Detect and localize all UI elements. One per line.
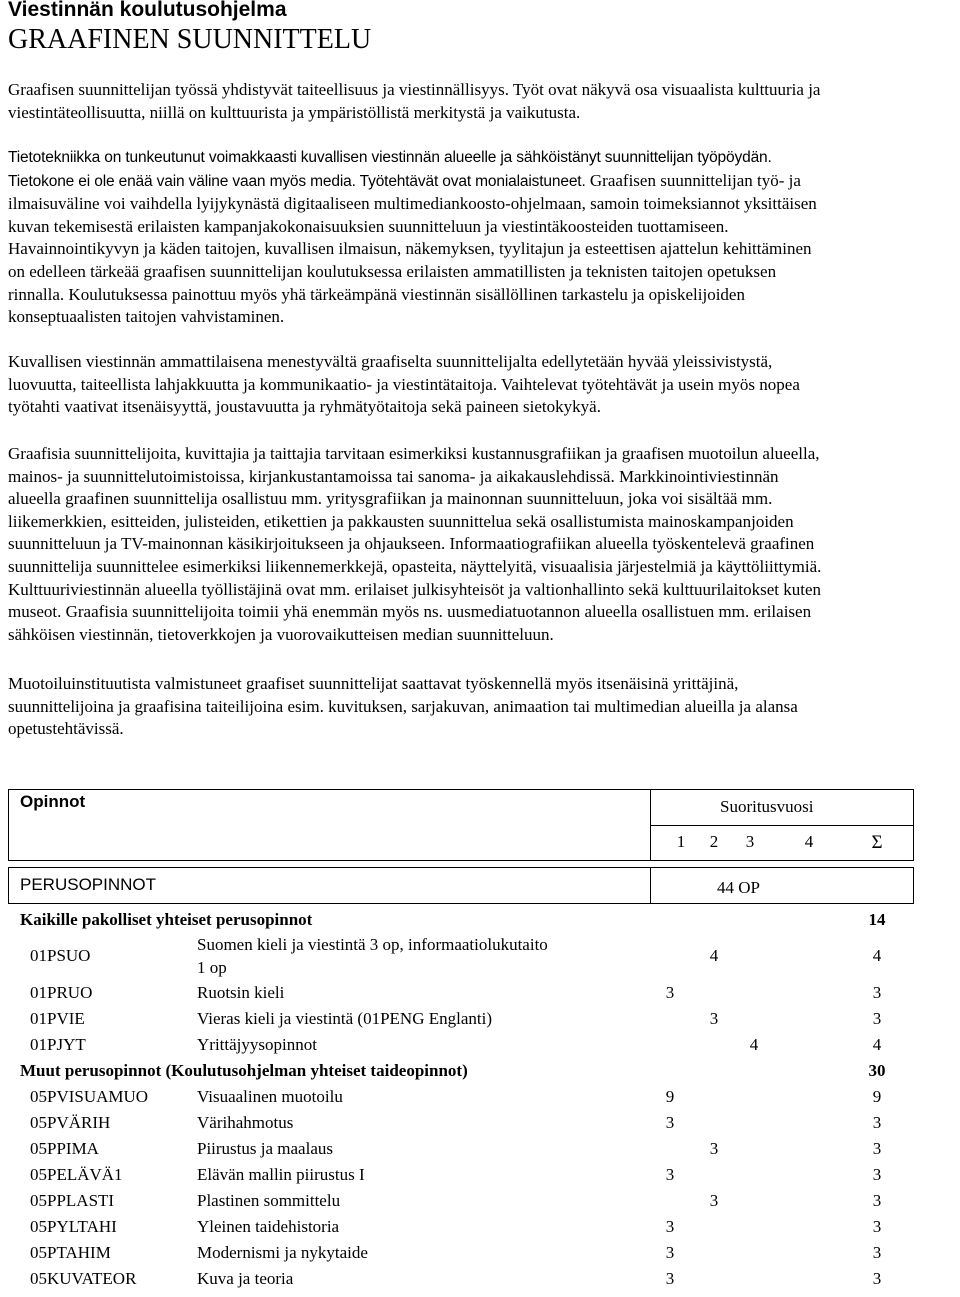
freelance-line: opetustehtävissä. xyxy=(8,719,124,739)
credits-sum: 3 xyxy=(872,1165,882,1184)
skills-line: Kuvallisen viestinnän ammattilaisena menestyvältä graafiselta suunnittelijalta edellytetään hyvää yleissivistystä, xyxy=(8,352,773,371)
credits-year-2: 3 xyxy=(709,1191,719,1210)
it-paragraph xyxy=(8,147,960,329)
credits-sum: 9 xyxy=(872,1087,882,1106)
course-code: 05KUVATEOR xyxy=(30,1269,137,1288)
credits-year-1: 9 xyxy=(665,1087,675,1106)
credits-year-1: 3 xyxy=(665,1217,675,1236)
course-code: 05PYLTAHI xyxy=(30,1217,117,1236)
credits-sum: 3 xyxy=(872,1009,882,1028)
group-title: Kaikille pakolliset yhteiset perusopinnot xyxy=(20,910,313,929)
it-line: rinnalla. Koulutuksessa painottuu myös yhä tärkeämpänä viestinnän sisällöllinen tarkastelu ja opiskelijoiden xyxy=(8,284,745,304)
credits-sum: 3 xyxy=(872,1243,882,1262)
freelance-line: suunnittelijoina ja graafisina taiteilijoina esim. kuvituksen, sarjakuvan, animaation tai multimedian alueilla ja alansa xyxy=(8,696,798,716)
it-line: on edelleen tärkeää graafisen suunnittelijan koulutuksessa erilaisten ammatillisten ja teknisten taitojen opetuksen xyxy=(8,261,777,281)
credits-year-1: 3 xyxy=(665,1243,675,1262)
credits-year-4: 4 xyxy=(749,1035,759,1054)
course-name: Visuaalinen muotoilu xyxy=(197,1087,343,1106)
credits-sum: 4 xyxy=(872,946,882,965)
credits-year-1: 3 xyxy=(665,1269,675,1288)
employment-line: suunnittelija suunnittelee esimerkiksi liikennemerkkejä, opasteita, näyttelyitä, visuaalisia järjestelmiä ja käyttöliittymiä. xyxy=(8,556,822,576)
course-name: Elävän mallin piirustus I xyxy=(197,1165,365,1184)
intro-line: Graafisen suunnittelijan työssä yhdistyvät taiteellisuus ja viestinnällisyys. Työt ovat näkyvä osa visuaalista kulttuuria ja xyxy=(8,80,821,99)
course-name: Yleinen taidehistoria xyxy=(197,1217,340,1236)
course-code: 01PJYT xyxy=(30,1035,86,1054)
course-name: Yrittäjyysopinnot xyxy=(197,1035,317,1054)
employment-line: Graafisia suunnittelijoita, kuvittajia ja taittajia tarvitaan esimerkiksi kustannusgrafiikan ja graafisen muotoilun alueella, xyxy=(8,444,820,463)
it-line: Havainnointikyvyn ja käden taitojen, kuvallisen ilmaisun, näkemyksen, tyylitajun ja esteettisen ajattelun kehittäminen xyxy=(8,239,812,259)
it-line: kuvan tekemisestä erilaisten kampanjakokonaisuuksien suunnitteluun ja viestintäkoosteiden tuottamiseen. xyxy=(8,216,729,236)
employment-line: museot. Graafisia suunnittelijoita toimii yhä enemmän myös ns. uusmediatuotannon alueella osallistuen mm. erilaisen xyxy=(8,602,812,622)
group-total: 30 xyxy=(868,1061,886,1080)
year-label: Suoritusvuosi xyxy=(720,797,814,816)
employment-line: suunnitteluun ja TV-mainonnan käsikirjoitukseen ja ohjaukseen. Informaatiografiikan alueella työskentelevä graafinen xyxy=(8,534,815,554)
credits-sum: 3 xyxy=(872,1217,882,1236)
course-name: Suomen kieli ja viestintä 3 op, informaatiolukutaito xyxy=(197,935,548,954)
program-name: Viestinnän koulutusohjelma xyxy=(8,0,287,21)
credits-sum: 4 xyxy=(872,1035,882,1054)
curriculum-table xyxy=(8,789,914,1297)
credits-year-1: 3 xyxy=(665,1165,675,1184)
sum-symbol: Σ xyxy=(871,832,883,853)
credits-year-2: 3 xyxy=(709,1139,719,1158)
course-name: Vieras kieli ja viestintä (01PENG Englanti) xyxy=(197,1009,492,1028)
year-col-3: 3 xyxy=(745,832,755,851)
year-col-2: 2 xyxy=(709,832,719,851)
employment-paragraph xyxy=(8,443,960,646)
it-line: ilmaisuväline voi vaihdella lyijykynästä digitaaliseen multimediankoosto-ohjelmaan, samoin toimeksiannot yksittäisen xyxy=(8,194,817,214)
skills-line: työtahti vaativat itsenäisyyttä, joustavuutta ja ryhmätyötaitoja sekä paineen sietokykyä. xyxy=(8,397,601,417)
credits-year-1: 3 xyxy=(665,983,675,1002)
skills-paragraph xyxy=(8,351,960,419)
course-code: 05PVISUAMUO xyxy=(30,1087,149,1106)
course-name: Plastinen sommittelu xyxy=(197,1191,341,1210)
freelance-line: Muotoiluinstituutista valmistuneet graafiset suunnittelijat saattavat työskennellä myös itsenäisinä yrittäjinä, xyxy=(8,674,739,693)
course-name: Ruotsin kieli xyxy=(197,983,285,1002)
year-col-4: 4 xyxy=(804,832,814,851)
credits-sum: 3 xyxy=(872,983,882,1002)
freelance-paragraph xyxy=(8,673,960,741)
year-col-1: 1 xyxy=(676,832,686,851)
credits-sum: 3 xyxy=(872,1269,882,1288)
intro-paragraph xyxy=(8,79,960,124)
basic-studies-label: PERUSOPINNOT xyxy=(20,875,157,894)
credits-year-2: 4 xyxy=(709,946,719,965)
employment-line: Kulttuuriviestinnän alueella työllistäjinä ovat mm. erilaiset julkisyhteisöt ja valtionhallinto sekä kulttuurilaitokset kuten xyxy=(8,579,822,599)
course-code: 05PPIMA xyxy=(30,1139,99,1158)
course-code: 01PVIE xyxy=(30,1009,85,1028)
course-name: Kuva ja teoria xyxy=(197,1269,294,1288)
credits-sum: 3 xyxy=(872,1113,882,1132)
skills-line: luovuutta, taiteellista lahjakkuutta ja kommunikaatio- ja viestintätaitoja. Vaihtelevat työtehtävät ja usein myös nopea xyxy=(8,374,800,394)
studies-header-cell xyxy=(8,789,651,861)
it-line: Tietotekniikka on tunkeutunut voimakkaasti kuvallisen viestinnän alueelle ja sähköistänyt suunnittelijan työpöydän. xyxy=(8,149,772,166)
course-name: Modernismi ja nykytaide xyxy=(197,1243,368,1262)
course-name: Värihahmotus xyxy=(197,1113,294,1132)
course-code: 05PPLASTI xyxy=(30,1191,115,1210)
group-total: 14 xyxy=(868,910,886,929)
course-code: 05PVÄRIH xyxy=(30,1113,111,1132)
group-title: Muut perusopinnot (Koulutusohjelman yhteiset taideopinnot) xyxy=(20,1061,468,1080)
employment-line: mainos- ja suunnittelutoimistoissa, kirjankustantamoissa tai sanoma- ja aikakauslehdissä. Markkinointiviestinnän xyxy=(8,466,779,486)
course-name: 1 op xyxy=(197,958,227,977)
basic-total: 44 OP xyxy=(717,878,760,897)
intro-line: viestintäteollisuutta, niillä on kulttuurista ja ympäristöllistä merkitystä ja vaikutusta. xyxy=(8,102,581,122)
employment-line: alueella graafinen suunnittelija osallistuu mm. yritysgrafiikan ja mainonnan suunnitteluun, joka voi sisältää mm. xyxy=(8,489,773,509)
employment-line: sähköisen viestinnän, tietoverkkojen ja vuorovaikutteisen median suunnitteluun. xyxy=(8,624,554,644)
credits-year-1: 3 xyxy=(665,1113,675,1132)
studies-label: Opinnot xyxy=(20,792,86,811)
page-title: GRAAFINEN SUUNNITTELU xyxy=(8,24,372,55)
course-code: 01PRUO xyxy=(30,983,93,1002)
it-line-sans: Tietokone ei ole enää vain väline vaan myös media. Työtehtävät ovat monialaistuneet. xyxy=(8,172,586,190)
it-line-serif-tail: Graafisen suunnittelijan työ- ja xyxy=(585,170,801,190)
credits-year-2: 3 xyxy=(709,1009,719,1028)
course-code: 05PTAHIM xyxy=(30,1243,111,1262)
course-name: Piirustus ja maalaus xyxy=(197,1139,333,1158)
it-line: konseptuaalisten taitojen vahvistaminen. xyxy=(8,307,285,327)
basic-total-cell xyxy=(650,867,914,904)
it-line xyxy=(8,170,960,194)
employment-line: liikemerkkien, esitteiden, julisteiden, etikettien ja pakkausten suunnittelua sekä osallistumista mainoskampanjoiden xyxy=(8,511,794,531)
credits-sum: 3 xyxy=(872,1191,882,1210)
course-code: 01PSUO xyxy=(30,946,91,965)
course-code: 05PELÄVÄ1 xyxy=(30,1165,123,1184)
credits-sum: 3 xyxy=(872,1139,882,1158)
